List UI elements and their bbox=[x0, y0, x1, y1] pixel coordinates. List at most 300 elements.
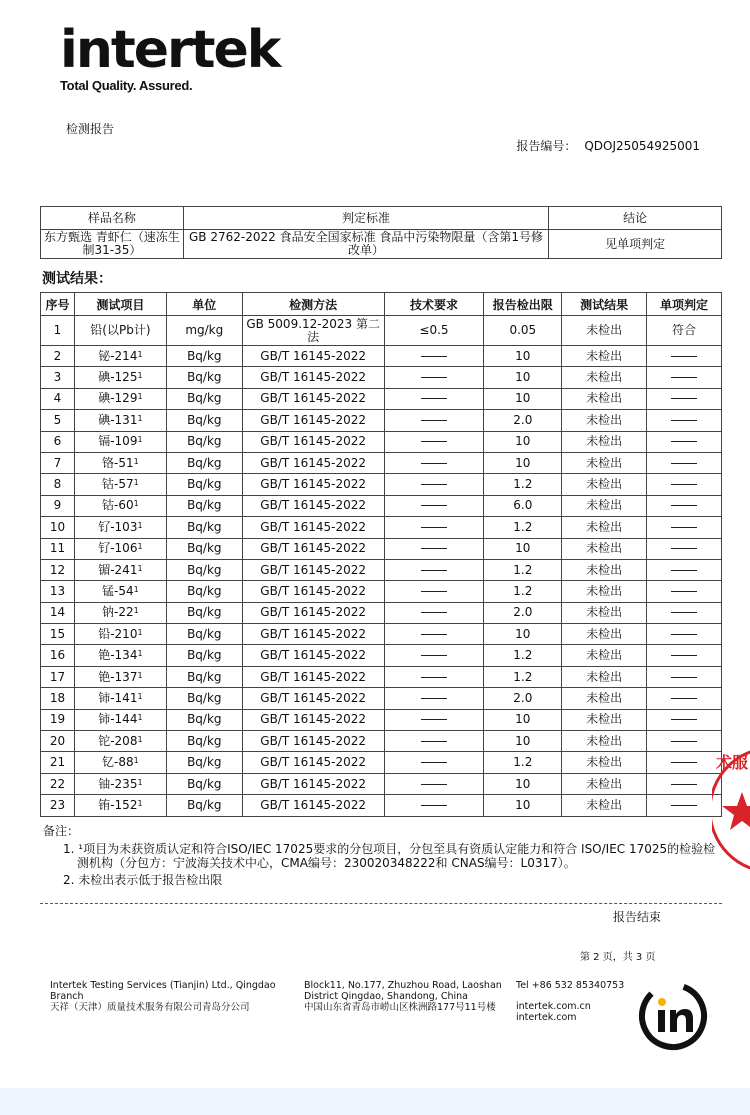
intertek-logo bbox=[60, 22, 279, 93]
row-unit: Bq/kg bbox=[166, 474, 242, 495]
row-result: 未检出 bbox=[562, 495, 647, 516]
row-verdict bbox=[647, 346, 722, 367]
row-no: 19 bbox=[41, 709, 75, 730]
row-unit: Bq/kg bbox=[166, 773, 242, 794]
row-verdict bbox=[647, 645, 722, 666]
row-no: 13 bbox=[41, 581, 75, 602]
document-title: 检测报告 bbox=[66, 122, 115, 136]
standard-header: 判定标准 bbox=[183, 207, 548, 230]
row-limit: 1.2 bbox=[484, 474, 562, 495]
table-row bbox=[41, 688, 722, 709]
row-limit: 1.2 bbox=[484, 581, 562, 602]
row-unit: Bq/kg bbox=[166, 602, 242, 623]
item-name: 碘-131 bbox=[98, 412, 138, 427]
row-no: 10 bbox=[41, 517, 75, 538]
row-unit: Bq/kg bbox=[166, 624, 242, 645]
row-unit: Bq/kg bbox=[166, 388, 242, 409]
dash-mark bbox=[671, 805, 697, 806]
row-unit: Bq/kg bbox=[166, 538, 242, 559]
row-result: 未检出 bbox=[562, 452, 647, 473]
footer-address bbox=[304, 980, 504, 1013]
row-method: GB/T 16145-2022 bbox=[242, 731, 384, 752]
dash-mark bbox=[421, 805, 447, 806]
column-header: 单位 bbox=[166, 293, 242, 316]
notes-section bbox=[43, 822, 723, 887]
subcontract-mark: 1 bbox=[137, 392, 143, 402]
subcontract-mark: 1 bbox=[137, 691, 143, 701]
column-header: 报告检出限 bbox=[484, 293, 562, 316]
subcontract-mark: 1 bbox=[137, 413, 143, 423]
row-requirement bbox=[384, 346, 484, 367]
dash-mark bbox=[421, 420, 447, 421]
row-method: GB/T 16145-2022 bbox=[242, 388, 384, 409]
row-result: 未检出 bbox=[562, 474, 647, 495]
stamp-text: 术服 bbox=[716, 753, 749, 772]
row-no: 7 bbox=[41, 452, 75, 473]
web-link[interactable]: intertek.com bbox=[516, 1012, 577, 1023]
row-item: 铅(以Pb计) bbox=[74, 316, 166, 346]
subcontract-mark: 1 bbox=[137, 670, 143, 680]
dash-mark bbox=[671, 484, 697, 485]
row-result: 未检出 bbox=[562, 346, 647, 367]
note-item: 1. ¹项目为未获资质认定和符合ISO/IEC 17025要求的分包项目，分包至具有资质认定能力和符合 ISO/IEC 17025的检验检测机构（分包方：宁波海关技术中心，CMA编号：230020348222和 CNAS编号：L0317）。 bbox=[63, 842, 716, 870]
row-no: 8 bbox=[41, 474, 75, 495]
row-requirement bbox=[384, 452, 484, 473]
row-item bbox=[74, 517, 166, 538]
dash-mark bbox=[671, 570, 697, 571]
row-limit: 2.0 bbox=[484, 688, 562, 709]
results-table bbox=[40, 292, 722, 817]
logo-wordmark: intertek bbox=[60, 20, 280, 80]
row-limit: 10 bbox=[484, 431, 562, 452]
row-no: 18 bbox=[41, 688, 75, 709]
subcontract-mark: 1 bbox=[137, 649, 143, 659]
subcontract-mark: 1 bbox=[137, 734, 143, 744]
address-en: Block11, No.177, Zhuzhou Road, Laoshan District Qingdao, Shandong, China bbox=[304, 980, 502, 1002]
row-no: 4 bbox=[41, 388, 75, 409]
row-limit: 10 bbox=[484, 795, 562, 816]
dash-mark bbox=[671, 784, 697, 785]
table-row bbox=[41, 517, 722, 538]
item-name: 钌-106 bbox=[98, 541, 138, 556]
row-result: 未检出 bbox=[562, 388, 647, 409]
dash-mark bbox=[671, 741, 697, 742]
dash-mark bbox=[421, 527, 447, 528]
row-no: 22 bbox=[41, 773, 75, 794]
subcontract-mark: 1 bbox=[137, 520, 143, 530]
row-result: 未检出 bbox=[562, 538, 647, 559]
row-item bbox=[74, 452, 166, 473]
table-row bbox=[41, 346, 722, 367]
row-verdict bbox=[647, 688, 722, 709]
subcontract-mark: 1 bbox=[137, 713, 143, 723]
row-requirement bbox=[384, 474, 484, 495]
row-verdict bbox=[647, 538, 722, 559]
row-method: GB/T 16145-2022 bbox=[242, 795, 384, 816]
subcontract-mark: 1 bbox=[137, 542, 143, 552]
row-no: 11 bbox=[41, 538, 75, 559]
page-number: 第 2 页，共 3 页 bbox=[580, 952, 656, 963]
row-no: 14 bbox=[41, 602, 75, 623]
subcontract-mark: 1 bbox=[133, 499, 139, 509]
dash-mark bbox=[671, 591, 697, 592]
subcontract-mark: 1 bbox=[137, 349, 143, 359]
table-row bbox=[41, 645, 722, 666]
table-row bbox=[41, 495, 722, 516]
dash-mark bbox=[421, 591, 447, 592]
item-name: 铯-137 bbox=[98, 669, 138, 684]
dash-mark bbox=[671, 420, 697, 421]
row-verdict bbox=[647, 431, 722, 452]
note-item: 2. 未检出表示低于报告检出限 bbox=[63, 873, 223, 887]
dash-mark bbox=[671, 698, 697, 699]
row-method: GB/T 16145-2022 bbox=[242, 410, 384, 431]
dash-mark bbox=[421, 570, 447, 571]
row-limit: 2.0 bbox=[484, 410, 562, 431]
row-unit: Bq/kg bbox=[166, 495, 242, 516]
row-limit: 10 bbox=[484, 709, 562, 730]
row-requirement bbox=[384, 517, 484, 538]
table-row bbox=[41, 624, 722, 645]
table-row bbox=[41, 581, 722, 602]
row-verdict bbox=[647, 474, 722, 495]
item-name: 碘-129 bbox=[98, 391, 138, 406]
dash-mark bbox=[421, 784, 447, 785]
row-item bbox=[74, 559, 166, 580]
row-unit: Bq/kg bbox=[166, 367, 242, 388]
table-row bbox=[41, 388, 722, 409]
row-no: 21 bbox=[41, 752, 75, 773]
row-method: GB/T 16145-2022 bbox=[242, 367, 384, 388]
row-result: 未检出 bbox=[562, 709, 647, 730]
row-item bbox=[74, 495, 166, 516]
table-row bbox=[41, 602, 722, 623]
subcontract-mark: 1 bbox=[133, 756, 139, 766]
row-no: 12 bbox=[41, 559, 75, 580]
row-method: GB/T 16145-2022 bbox=[242, 474, 384, 495]
row-result: 未检出 bbox=[562, 367, 647, 388]
report-number bbox=[508, 137, 700, 154]
red-seal-stamp-icon bbox=[712, 740, 750, 880]
row-item bbox=[74, 731, 166, 752]
row-result: 未检出 bbox=[562, 731, 647, 752]
row-limit: 1.2 bbox=[484, 752, 562, 773]
web-cn-link[interactable]: intertek.com.cn bbox=[516, 1001, 591, 1012]
row-requirement: ≤0.5 bbox=[384, 316, 484, 346]
row-method: GB/T 16145-2022 bbox=[242, 346, 384, 367]
dash-mark bbox=[421, 741, 447, 742]
row-result: 未检出 bbox=[562, 773, 647, 794]
row-method: GB/T 16145-2022 bbox=[242, 773, 384, 794]
dash-mark bbox=[671, 441, 697, 442]
company-en: Intertek Testing Services (Tianjin) Ltd., Qingdao Branch bbox=[50, 980, 276, 1002]
row-method: GB/T 16145-2022 bbox=[242, 452, 384, 473]
item-name: 铬-51 bbox=[102, 455, 134, 470]
row-unit: Bq/kg bbox=[166, 346, 242, 367]
sample-name-header: 样品名称 bbox=[41, 207, 184, 230]
table-row bbox=[41, 452, 722, 473]
row-requirement bbox=[384, 581, 484, 602]
subcontract-mark: 1 bbox=[133, 584, 139, 594]
row-no: 2 bbox=[41, 346, 75, 367]
row-verdict bbox=[647, 752, 722, 773]
row-requirement bbox=[384, 495, 484, 516]
dash-mark bbox=[671, 356, 697, 357]
item-name: 钴-60 bbox=[102, 498, 134, 513]
table-row bbox=[41, 474, 722, 495]
dash-mark bbox=[671, 612, 697, 613]
logo-tagline: Total Quality. Assured. bbox=[60, 78, 193, 93]
item-name: 钠-22 bbox=[102, 605, 134, 620]
row-unit: Bq/kg bbox=[166, 709, 242, 730]
row-verdict bbox=[647, 624, 722, 645]
row-limit: 10 bbox=[484, 452, 562, 473]
dashed-divider bbox=[40, 903, 722, 904]
dash-mark bbox=[421, 505, 447, 506]
dash-mark bbox=[421, 548, 447, 549]
address-cn: 中国山东省青岛市崂山区株洲路177号11号楼 bbox=[304, 1002, 496, 1013]
row-no: 3 bbox=[41, 367, 75, 388]
item-name: 钇-88 bbox=[102, 755, 134, 770]
item-name: 锰-54 bbox=[102, 583, 134, 598]
table-row bbox=[41, 709, 722, 730]
item-name: 铈-141 bbox=[98, 690, 138, 705]
item-name: 镉-109 bbox=[98, 434, 138, 449]
row-limit: 1.2 bbox=[484, 666, 562, 687]
row-item bbox=[74, 431, 166, 452]
row-item bbox=[74, 773, 166, 794]
report-end: 报告结束 bbox=[613, 910, 662, 924]
column-header: 检测方法 bbox=[242, 293, 384, 316]
row-item bbox=[74, 367, 166, 388]
intertek-in-logo-icon bbox=[637, 980, 709, 1052]
column-header: 技术要求 bbox=[384, 293, 484, 316]
row-item bbox=[74, 474, 166, 495]
dash-mark bbox=[671, 377, 697, 378]
dash-mark bbox=[421, 677, 447, 678]
row-unit: Bq/kg bbox=[166, 795, 242, 816]
row-result: 未检出 bbox=[562, 752, 647, 773]
row-method: GB/T 16145-2022 bbox=[242, 688, 384, 709]
dash-mark bbox=[671, 548, 697, 549]
row-no: 5 bbox=[41, 410, 75, 431]
row-limit: 2.0 bbox=[484, 602, 562, 623]
row-method: GB/T 16145-2022 bbox=[242, 752, 384, 773]
row-result: 未检出 bbox=[562, 410, 647, 431]
dash-mark bbox=[671, 398, 697, 399]
row-item bbox=[74, 666, 166, 687]
item-name: 钴-57 bbox=[102, 477, 134, 492]
item-name: 碘-125 bbox=[98, 370, 138, 385]
row-unit: Bq/kg bbox=[166, 645, 242, 666]
row-verdict bbox=[647, 666, 722, 687]
row-limit: 10 bbox=[484, 624, 562, 645]
row-result: 未检出 bbox=[562, 645, 647, 666]
row-item bbox=[74, 388, 166, 409]
row-result: 未检出 bbox=[562, 624, 647, 645]
row-method: GB/T 16145-2022 bbox=[242, 495, 384, 516]
row-verdict: 符合 bbox=[647, 316, 722, 346]
row-unit: Bq/kg bbox=[166, 517, 242, 538]
row-item bbox=[74, 795, 166, 816]
column-header: 测试项目 bbox=[74, 293, 166, 316]
row-no: 20 bbox=[41, 731, 75, 752]
row-result: 未检出 bbox=[562, 666, 647, 687]
row-requirement bbox=[384, 538, 484, 559]
table-row bbox=[41, 367, 722, 388]
row-verdict bbox=[647, 795, 722, 816]
row-result: 未检出 bbox=[562, 581, 647, 602]
row-no: 23 bbox=[41, 795, 75, 816]
footer-contact bbox=[516, 980, 636, 1023]
row-verdict bbox=[647, 388, 722, 409]
row-method: GB/T 16145-2022 bbox=[242, 645, 384, 666]
row-method: GB/T 16145-2022 bbox=[242, 517, 384, 538]
notes-label: 备注： bbox=[43, 824, 80, 838]
row-verdict bbox=[647, 367, 722, 388]
row-unit: Bq/kg bbox=[166, 431, 242, 452]
subcontract-mark: 1 bbox=[133, 478, 139, 488]
row-limit: 0.05 bbox=[484, 316, 562, 346]
row-requirement bbox=[384, 666, 484, 687]
column-header: 单项判定 bbox=[647, 293, 722, 316]
row-item bbox=[74, 602, 166, 623]
table-row bbox=[41, 773, 722, 794]
dash-mark bbox=[421, 398, 447, 399]
row-result: 未检出 bbox=[562, 316, 647, 346]
subcontract-mark: 1 bbox=[133, 606, 139, 616]
table-row bbox=[41, 731, 722, 752]
subcontract-mark: 1 bbox=[137, 435, 143, 445]
tel: Tel +86 532 85340753 bbox=[516, 980, 625, 991]
row-requirement bbox=[384, 388, 484, 409]
row-result: 未检出 bbox=[562, 602, 647, 623]
row-limit: 10 bbox=[484, 346, 562, 367]
row-unit: Bq/kg bbox=[166, 559, 242, 580]
dash-mark bbox=[671, 634, 697, 635]
report-number-value: QDOJ25054925001 bbox=[584, 139, 700, 153]
dash-mark bbox=[421, 356, 447, 357]
item-name: 铊-208 bbox=[98, 733, 138, 748]
table-row bbox=[41, 559, 722, 580]
row-unit: Bq/kg bbox=[166, 410, 242, 431]
row-method: GB/T 16145-2022 bbox=[242, 666, 384, 687]
dash-mark bbox=[671, 719, 697, 720]
row-limit: 1.2 bbox=[484, 559, 562, 580]
dash-mark bbox=[671, 655, 697, 656]
sample-name: 东方甄选 青虾仁（速冻生制31-35） bbox=[41, 230, 184, 259]
row-requirement bbox=[384, 410, 484, 431]
row-verdict bbox=[647, 517, 722, 538]
row-unit: Bq/kg bbox=[166, 752, 242, 773]
row-limit: 1.2 bbox=[484, 517, 562, 538]
row-unit: Bq/kg bbox=[166, 731, 242, 752]
row-requirement bbox=[384, 773, 484, 794]
row-unit: Bq/kg bbox=[166, 666, 242, 687]
item-name: 钌-103 bbox=[98, 519, 138, 534]
row-unit: Bq/kg bbox=[166, 452, 242, 473]
dash-mark bbox=[671, 463, 697, 464]
item-name: 铋-214 bbox=[98, 348, 138, 363]
row-unit: Bq/kg bbox=[166, 688, 242, 709]
row-no: 6 bbox=[41, 431, 75, 452]
row-verdict bbox=[647, 731, 722, 752]
row-limit: 10 bbox=[484, 538, 562, 559]
table-row bbox=[41, 752, 722, 773]
row-unit: mg/kg bbox=[166, 316, 242, 346]
row-item bbox=[74, 645, 166, 666]
row-verdict bbox=[647, 559, 722, 580]
row-method: GB/T 16145-2022 bbox=[242, 581, 384, 602]
table-row bbox=[41, 316, 722, 346]
row-result: 未检出 bbox=[562, 688, 647, 709]
subcontract-mark: 1 bbox=[133, 456, 139, 466]
dash-mark bbox=[421, 441, 447, 442]
row-verdict bbox=[647, 709, 722, 730]
row-item bbox=[74, 410, 166, 431]
dash-mark bbox=[421, 484, 447, 485]
row-limit: 6.0 bbox=[484, 495, 562, 516]
dash-mark bbox=[421, 698, 447, 699]
company-cn: 天祥（天津）质量技术服务有限公司青岛分公司 bbox=[50, 1002, 250, 1013]
subcontract-mark: 1 bbox=[137, 777, 143, 787]
column-header: 序号 bbox=[41, 293, 75, 316]
item-name: 铯-134 bbox=[98, 648, 138, 663]
row-verdict bbox=[647, 452, 722, 473]
row-method: GB/T 16145-2022 bbox=[242, 602, 384, 623]
row-unit: Bq/kg bbox=[166, 581, 242, 602]
dash-mark bbox=[421, 377, 447, 378]
bottom-band bbox=[0, 1088, 750, 1115]
subcontract-mark: 1 bbox=[137, 798, 143, 808]
row-limit: 1.2 bbox=[484, 645, 562, 666]
row-item bbox=[74, 688, 166, 709]
row-method: GB 5009.12-2023 第二法 bbox=[242, 316, 384, 346]
row-no: 17 bbox=[41, 666, 75, 687]
row-method: GB/T 16145-2022 bbox=[242, 709, 384, 730]
row-item bbox=[74, 346, 166, 367]
row-limit: 10 bbox=[484, 388, 562, 409]
item-name: 镅-241 bbox=[98, 562, 138, 577]
standard-value: GB 2762-2022 食品安全国家标准 食品中污染物限量（含第1号修改单） bbox=[183, 230, 548, 259]
dash-mark bbox=[421, 463, 447, 464]
row-method: GB/T 16145-2022 bbox=[242, 538, 384, 559]
row-limit: 10 bbox=[484, 367, 562, 388]
table-row bbox=[41, 410, 722, 431]
row-result: 未检出 bbox=[562, 795, 647, 816]
row-verdict bbox=[647, 410, 722, 431]
item-name: 铕-152 bbox=[98, 797, 138, 812]
row-no: 15 bbox=[41, 624, 75, 645]
dash-mark bbox=[671, 527, 697, 528]
dash-mark bbox=[421, 612, 447, 613]
table-row bbox=[41, 795, 722, 816]
row-no: 16 bbox=[41, 645, 75, 666]
row-requirement bbox=[384, 602, 484, 623]
item-name: 铅-210 bbox=[98, 626, 138, 641]
row-requirement bbox=[384, 645, 484, 666]
dash-mark bbox=[421, 719, 447, 720]
row-result: 未检出 bbox=[562, 517, 647, 538]
report-number-label: 报告编号： bbox=[516, 139, 577, 153]
dash-mark bbox=[671, 677, 697, 678]
row-requirement bbox=[384, 367, 484, 388]
row-no: 1 bbox=[41, 316, 75, 346]
row-verdict bbox=[647, 602, 722, 623]
row-item bbox=[74, 538, 166, 559]
results-title: 测试结果： bbox=[42, 271, 112, 287]
row-item bbox=[74, 624, 166, 645]
